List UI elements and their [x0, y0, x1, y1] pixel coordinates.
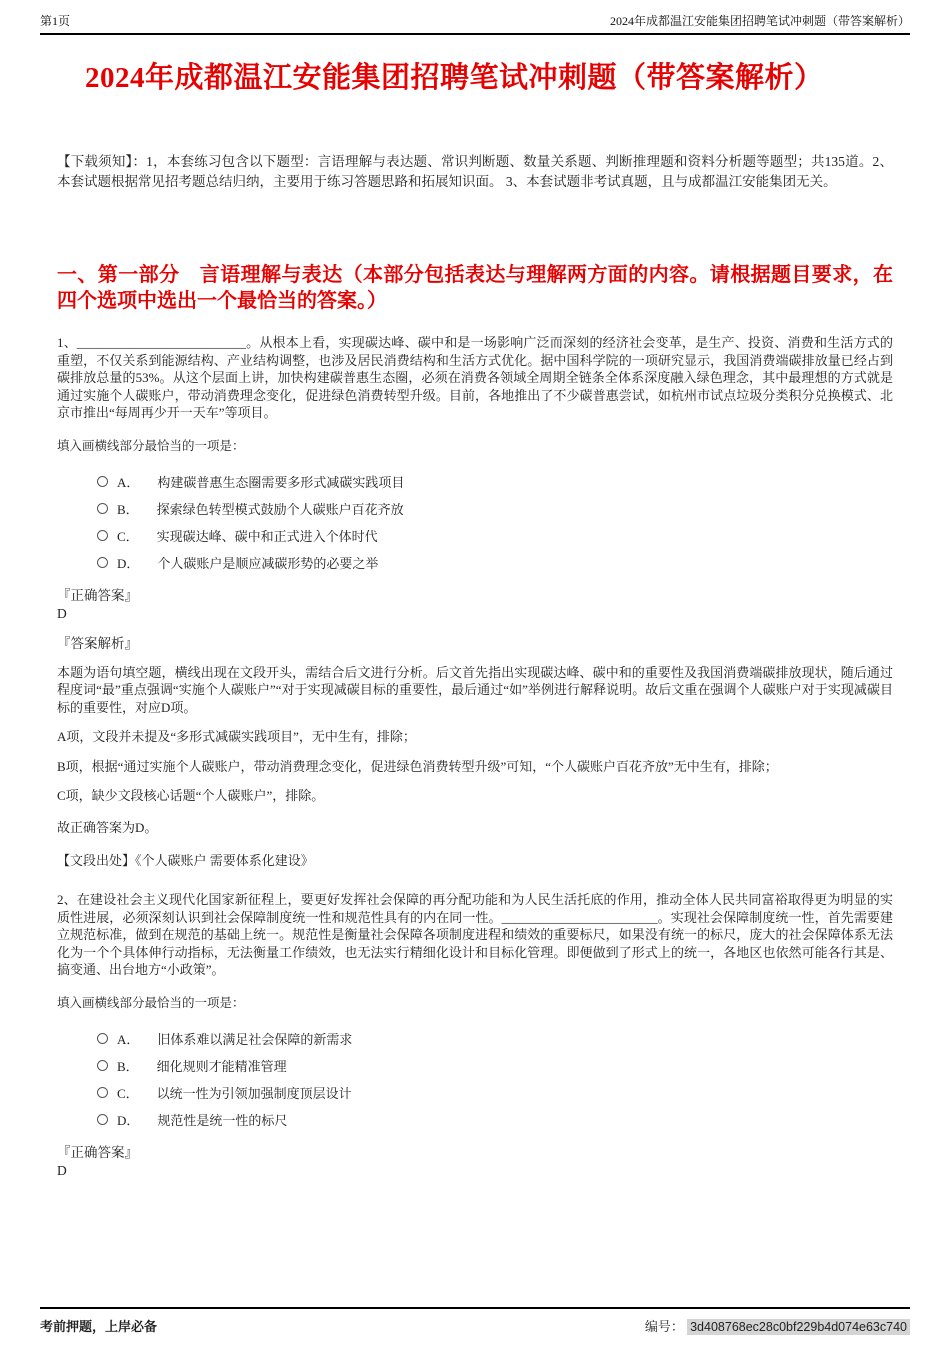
radio-button-icon[interactable] [97, 1060, 108, 1071]
question-2-answer-value: D [57, 1162, 67, 1178]
question-2-prompt: 填入画横线部分最恰当的一项是： [57, 995, 245, 1010]
header-doc-title: 2024年成都温江安能集团招聘笔试冲刺题（带答案解析） [609, 14, 910, 28]
document-body [0, 55, 950, 1179]
option-letter: D． [117, 1112, 140, 1128]
option-letter: A． [117, 474, 140, 490]
question-2-option-c[interactable] [97, 1079, 893, 1106]
question-2-stem: 2、在建设社会主义现代化国家新征程上，要更好发挥社会保障的再分配功能和为人民生活托底的作用，推动全体人民共同富裕取得更为明显的实质性进展，必须深刻认识到社会保障制度统一性和规范性具有的内在同一性。________________________。实现社会保障制度统一性，首先需要建立规范标准，做到在规范的基础上统一。规范性是衡量社会保障各项制度进程和绩效的重要标尺，如果没有统一的标尺，庞大的社会保障体系无法化为一个个具体伸行动指标，无法衡量工作绩效，也无法实行精细化设计和目标化管理。即便做到了形式上的统一，各地区也依然可能各行其是、搞变通、出台地方“小政策”。 [57, 892, 893, 977]
question-1-option-b[interactable] [97, 495, 893, 522]
option-text: 以统一性为引领加强制度顶层设计 [156, 1085, 352, 1101]
footer-code-value: 3d408768ec28c0bf229b4d074e63c740 [687, 1319, 910, 1335]
download-notice: 【下载须知】：1，本套练习包含以下题型：言语理解与表达题、常识判断题、数量关系题、判断推理题和资料分析题等题型；共135道。2、本套试题根据常见招考题总结归纳，主要用于练习答题思路和拓展知识面。 3、本套试题非考试真题，且与成都温江安能集团无关。 [57, 154, 893, 189]
option-text: 实现碳达峰、碳中和正式进入个体时代 [156, 528, 378, 544]
footer-code [645, 1316, 910, 1335]
question-1-source: 【文段出处】《个人碳账户 需要体系化建设》 [57, 853, 314, 868]
question-1-answer-value: D [57, 605, 67, 621]
section-heading: 一、第一部分 言语理解与表达（本部分包括表达与理解两方面的内容。请根据题目要求，在四个选项中选出一个最恰当的答案。） [57, 264, 893, 312]
analysis-conclusion: 故正确答案为D。 [57, 819, 158, 835]
question-1-prompt: 填入画横线部分最恰当的一项是： [57, 438, 245, 453]
radio-button-icon[interactable] [97, 1033, 108, 1044]
radio-button-icon[interactable] [97, 476, 108, 487]
page-footer [40, 1307, 910, 1335]
option-text: 旧体系难以满足社会保障的新需求 [157, 1031, 353, 1047]
question-2-answer-label: 『正确答案』 [57, 1144, 138, 1160]
radio-button-icon[interactable] [97, 503, 108, 514]
page-header [40, 0, 910, 35]
option-letter: B． [117, 1058, 139, 1074]
question-1-option-d[interactable] [97, 549, 893, 576]
option-letter: C． [117, 1085, 139, 1101]
header-page-number: 第1页 [40, 14, 71, 28]
analysis-paragraph: 本题为语句填空题，横线出现在文段开头，需结合后文进行分析。后文首先指出实现碳达峰、碳中和的重要性及我国消费端碳排放现状，随后通过程度词“最”重点强调“实施个人碳账户”“对于实现减碳目标的重要性，最后通过“如”举例进行解释说明。故后文重在强调个人碳账户对于实现减碳目标的重要性，对应D项。 [57, 664, 893, 715]
option-text: 规范性是统一性的标尺 [157, 1112, 288, 1128]
option-letter: D． [117, 555, 140, 571]
analysis-paragraph: B项，根据“通过实施个人碳账户，带动消费理念变化，促进绿色消费转型升级”可知，“个人碳账户百花齐放”无中生有，排除； [57, 758, 778, 774]
option-text: 细化规则才能精准管理 [156, 1058, 287, 1074]
question-1-answer-label: 『正确答案』 [57, 587, 138, 603]
option-letter: C． [117, 528, 139, 544]
question-1-analysis-label: 『答案解析』 [57, 635, 138, 651]
option-text: 个人碳账户是顺应减碳形势的必要之举 [157, 555, 379, 571]
document-title: 2024年成都温江安能集团招聘笔试冲刺题（带答案解析） [85, 62, 824, 94]
question-2-option-d[interactable] [97, 1106, 893, 1133]
question-1-options [57, 468, 893, 576]
radio-button-icon[interactable] [97, 1114, 108, 1125]
analysis-paragraph: C项，缺少文段核心话题“个人碳账户”，排除。 [57, 788, 325, 803]
footer-slogan: 考前押题，上岸必备 [40, 1319, 158, 1334]
question-2-option-a[interactable] [97, 1025, 893, 1052]
option-letter: B． [117, 501, 139, 517]
question-2-options [57, 1025, 893, 1133]
radio-button-icon[interactable] [97, 1087, 108, 1098]
analysis-paragraph: A项，文段并未提及“多形式减碳实践项目”，无中生有，排除； [57, 729, 416, 744]
option-letter: A． [117, 1031, 140, 1047]
question-1-stem: 1、__________________________。从根本上看，实现碳达峰、碳中和是一场影响广泛而深刻的经济社会变革，是生产、投资、消费和生活方式的重塑，不仅关系到能源结构、产业结构调整，也涉及居民消费结构和生活方式优化。据中国科学院的一项研究显示，我国消费端碳排放量已经占到碳排放总量的53%。从这个层面上讲，加快构建碳普惠生态圈，必须在消费各领域全周期全链条全体系深度融入绿色理念，其中最理想的方式就是通过实施个人碳账户，带动消费理念变化，促进绿色消费转型升级。目前，各地推出了不少碳普惠尝试，如杭州市试点垃圾分类积分兑换模式、北京市推出“每周再少开一天车”等项目。 [57, 335, 893, 420]
footer-code-label: 编号： [644, 1319, 684, 1334]
radio-button-icon[interactable] [97, 530, 108, 541]
question-1-option-c[interactable] [97, 522, 893, 549]
question-2-option-b[interactable] [97, 1052, 893, 1079]
radio-button-icon[interactable] [97, 557, 108, 568]
question-1-option-a[interactable] [97, 468, 893, 495]
option-text: 探索绿色转型模式鼓励个人碳账户百花齐放 [156, 501, 404, 517]
option-text: 构建碳普惠生态圈需要多形式减碳实践项目 [157, 474, 405, 490]
